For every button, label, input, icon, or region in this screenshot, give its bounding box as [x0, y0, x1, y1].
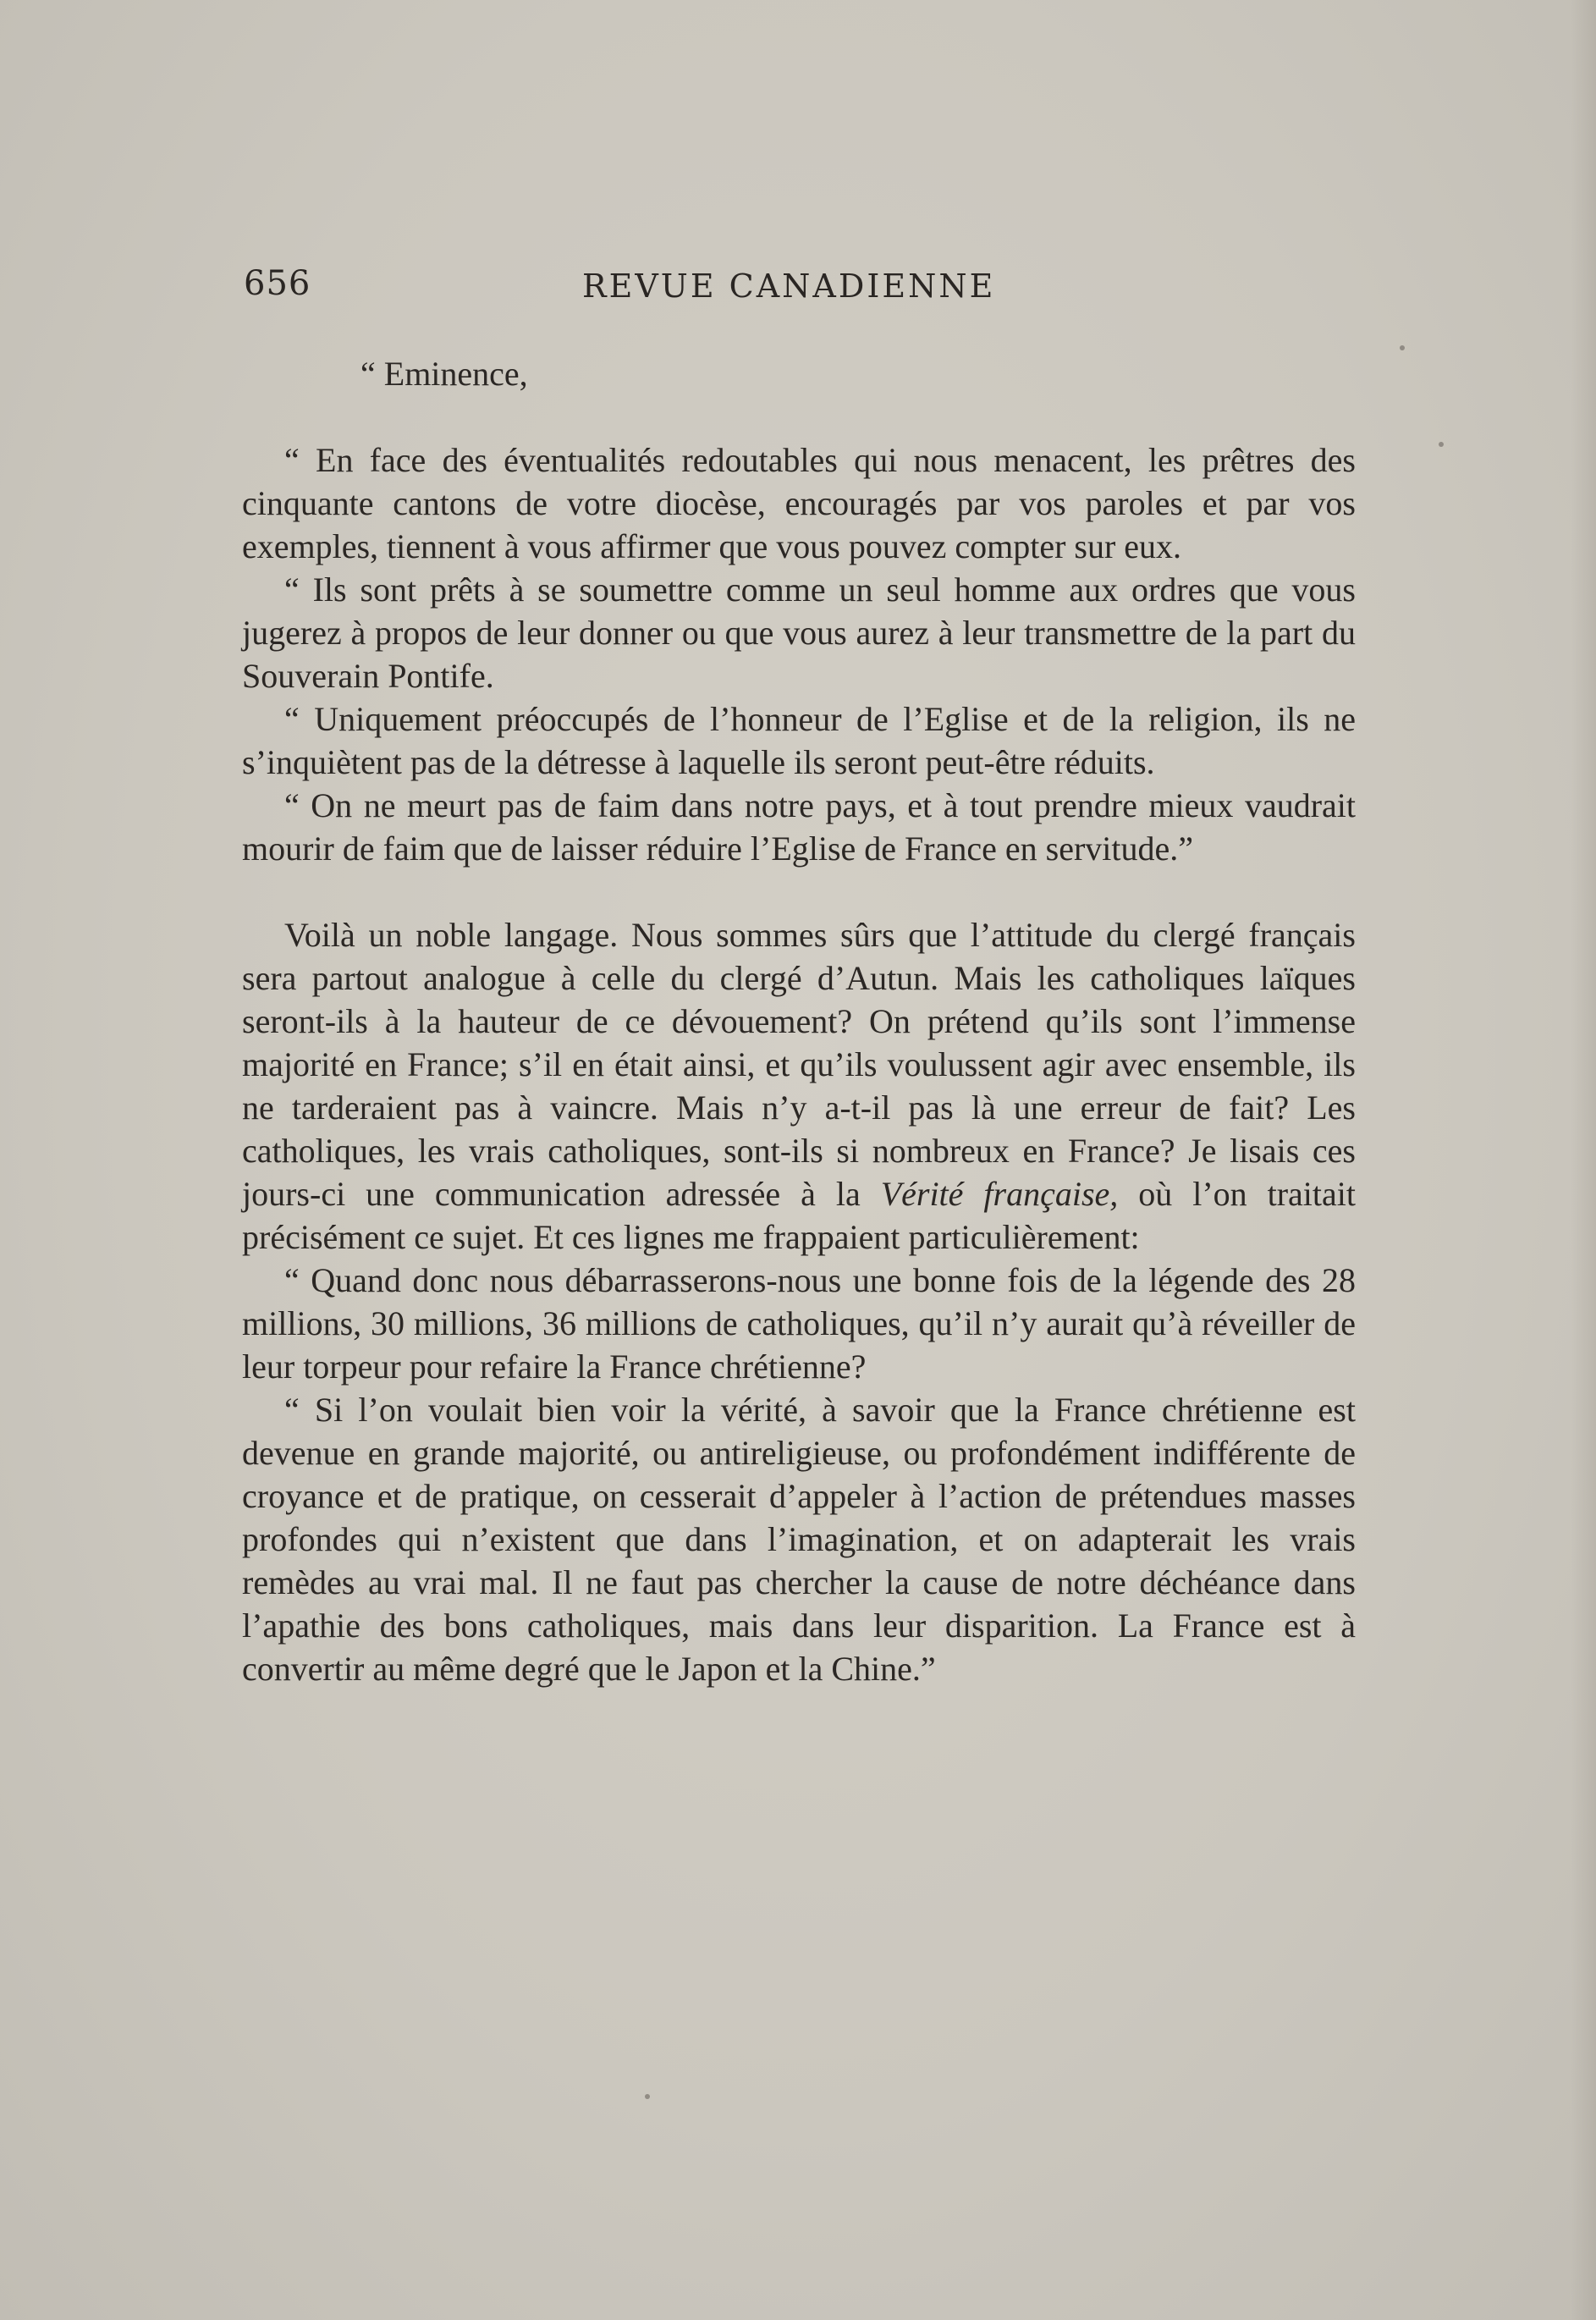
publication-title: Vérité française,: [880, 1175, 1119, 1213]
quote-paragraph: “ Quand donc nous débarrasserons-nous une bonne fois de la légende des 28 millions, 30 millions, 36 millions de catholiques, qu’il n’y aurait qu’à réveiller de leur torpeur pour refaire la France chrétienne?: [242, 1261, 1356, 1386]
quote-paragraph: “ Si l’on voulait bien voir la vérité, à savoir que la France chrétienne est devenue en grande majorité, ou antireligieuse, ou profondément indifférente de croyance et de pratique, on cesserait d’appeler à l’action de prétendues masses profondes qui n’existent que dans l’imagination, et on adapterait les vrais remèdes au vrai mal. Il ne faut pas chercher la cause de notre déchéance dans l’apathie des bons catholiques, mais dans leur disparition. La France est à convertir au même degré que le Japon et la Chine.”: [242, 1391, 1356, 1688]
letter-paragraph: “ Uniquement préoccupés de l’honneur de l’Eglise et de la religion, ils ne s’inquiètent pas de la détresse à laquelle ils seront peut-être réduits.: [242, 700, 1356, 781]
page-header: [244, 264, 1031, 315]
paper-speck: [645, 2094, 650, 2099]
letter-paragraph: “ En face des éventualités redoutables qui nous menacent, les prêtres des cinquante cantons de votre diocèse, encouragés par vos paroles et par vos exemples, tiennent à vous affirmer que vous pouvez compter sur eux.: [242, 441, 1356, 565]
letter-salutation: “ Eminence,: [360, 355, 528, 393]
commentary-text-start: Voilà un noble langage. Nous sommes sûrs que l’attitude du clergé français sera partout analogue à celle du clergé d’Autun. Mais les catholiques laïques seront-ils à la hauteur de ce dévouement? On prétend qu’ils sont l’immense majorité en France; s’il en était ainsi, et qu’ils voulussent agir avec ensemble, ils ne tarderaient pas à vaincre. Mais n’y a-t-il pas là une erreur de fait? Les catholiques, les vrais catholiques, sont-ils si nombreux en France? Je lisais ces jours-ci une communication adressée à la: [242, 916, 1356, 1213]
page-edge-shadow: [1571, 0, 1596, 2320]
paragraph-gap: [242, 870, 1356, 913]
page-number: 656: [244, 264, 311, 303]
commentary-text-end: où l’on traitait précisément ce sujet. Et ces lignes me frappaient particulièrement:: [242, 1175, 1357, 1256]
commentary-paragraph: [242, 913, 1356, 1259]
running-title: REVUE CANADIENNE: [582, 267, 996, 305]
paper-speck: [1439, 442, 1444, 447]
paper-speck: [1400, 345, 1405, 350]
body-text: [242, 352, 1356, 1690]
letter-paragraph: “ On ne meurt pas de faim dans notre pays, et à tout prendre mieux vaudrait mourir de faim que de laisser réduire l’Eglise de France en servitude.”: [242, 786, 1356, 868]
letter-paragraph: “ Ils sont prêts à se soumettre comme un seul homme aux ordres que vous jugerez à propos de leur donner ou que vous aurez à leur transmettre de la part du Souverain Pontife.: [242, 570, 1356, 695]
